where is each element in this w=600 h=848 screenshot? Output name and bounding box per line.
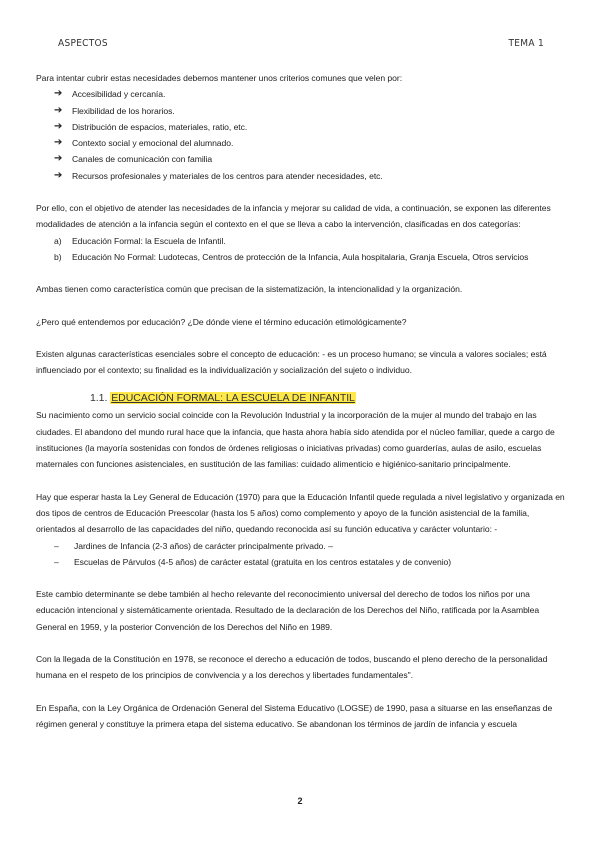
- arrow-icon: ➔: [54, 104, 63, 116]
- criteria-item: ➔ Distribución de espacios, materiales, ratio, etc.: [54, 119, 568, 135]
- common-paragraph: Ambas tienen como característica común que precisan de la sistematización, la intencionalidad y la organización.: [36, 284, 463, 295]
- law-1970-paragraph: Hay que esperar hasta la Ley General de Educación (1970) para que la Educación Infantil quede regulada a nivel legislativo y organizada en dos tipos de centros de Educación Preescolar (hasta los 5 años) como complemento y apoyo de la función asistencial de la familia, orientados al desarrollo de las capacidades del niño, quedando reconocida así su función educativa y carácter voluntario: -: [36, 491, 565, 535]
- criteria-item: ➔ Accesibilidad y cercanía.: [54, 86, 568, 102]
- logse-paragraph: En España, con la Ley Orgánica de Ordenación General del Sistema Educativo (LOGSE) de 1990, pasa a situarse en las enseñanzas de régimen general y constituye la primera etapa del sistema educativo. Se abandonan los términos de jardín de infancia y escuela: [36, 702, 553, 729]
- header-right: TEMA 1: [508, 38, 544, 49]
- change-paragraph: Este cambio determinante se debe también al hecho relevante del reconocimiento universal del derecho de todos los niños por una educación intencional y sistemáticamente orientada. Resultado de la declaración de los Derechos del Niño, ratificada por la Asamblea General en 1959, y la posterior Convención de los Derechos del Niño en 1989.: [36, 589, 540, 632]
- section-heading: [90, 389, 568, 407]
- arrow-icon: ➔: [54, 169, 63, 181]
- criteria-item: ➔ Recursos profesionales y materiales de los centros para atender necesidades, etc.: [54, 168, 568, 184]
- criteria-item: ➔ Contexto social y emocional del alumnado.: [54, 135, 568, 151]
- category-item: a) Educación Formal: la Escuela de Infantil.: [54, 235, 226, 246]
- center-item: – Escuelas de Párvulos (4-5 años) de carácter estatal (gratuita en los centros estatales y de convenio): [54, 556, 452, 567]
- intro-paragraph: Para intentar cubrir estas necesidades debemos mantener unos criterios comunes que velen por:: [36, 73, 403, 83]
- arrow-icon: ➔: [54, 88, 63, 100]
- modalities-paragraph: Por ello, con el objetivo de atender las necesidades de la infancia y mejorar su calidad de vida, a continuación, se exponen las diferentes modalidades de atención a la infancia según el contexto en el que se lleva a cabo la intervención, clasificadas en dos categorías:: [36, 203, 551, 230]
- section-title: EDUCACIÓN FORMAL: LA ESCUELA DE INFANTIL: [111, 392, 355, 405]
- section-number: 1.1.: [90, 392, 108, 405]
- categories-list: [36, 233, 568, 266]
- arrow-icon: ➔: [54, 153, 63, 165]
- header-left: ASPECTOS: [58, 38, 108, 49]
- center-item: – Jardines de Infancia (2-3 años) de carácter principalmente privado. –: [54, 540, 333, 551]
- criteria-list: [36, 86, 568, 184]
- features-paragraph: Existen algunas características esenciales sobre el concepto de educación: - es un proceso humano; se vincula a valores sociales; está influenciado por el contexto; su finalidad es la individualización y socialización del sujeto o individuo.: [36, 348, 547, 376]
- question-paragraph: ¿Pero qué entendemos por educación? ¿De dónde viene el término educación etimológicamente?: [36, 316, 407, 327]
- criteria-item: ➔ Canales de comunicación con familia: [54, 151, 568, 167]
- document-body: [36, 70, 568, 732]
- criteria-item: ➔ Flexibilidad de los horarios.: [54, 103, 568, 119]
- centers-list: [36, 538, 568, 571]
- arrow-icon: ➔: [54, 120, 63, 132]
- category-item: b) Educación No Formal: Ludotecas, Centros de protección de la Infancia, Aula hospitalaria, Granja Escuela, Otros servicios: [54, 251, 529, 262]
- constitution-paragraph: Con la llegada de la Constitución en 1978, se reconoce el derecho a educación de todos, buscando el pleno derecho de la personalidad humana en el respeto de los principios de convivencia y a los derechos y libertades fundamentales".: [36, 654, 548, 681]
- arrow-icon: ➔: [54, 137, 63, 149]
- birth-paragraph: Su nacimiento como un servicio social coincide con la Revolución Industrial y la incorporación de la mujer al mundo del trabajo en las ciudades. El abandono del mundo rural hace que la infancia, que hasta ahora había sido atendida por el núcleo familiar, quede a cargo de instituciones (la mayoría sostenidas con fondos de órdenes religiosas o iniciativas privadas) como guarderías, aulas de asilo, escuelas maternales con funciones asistenciales, en sustitución de las familias: cuidado alimenticio e higiénico-sanitario principalmente.: [36, 410, 555, 470]
- page-number: 2: [297, 796, 303, 806]
